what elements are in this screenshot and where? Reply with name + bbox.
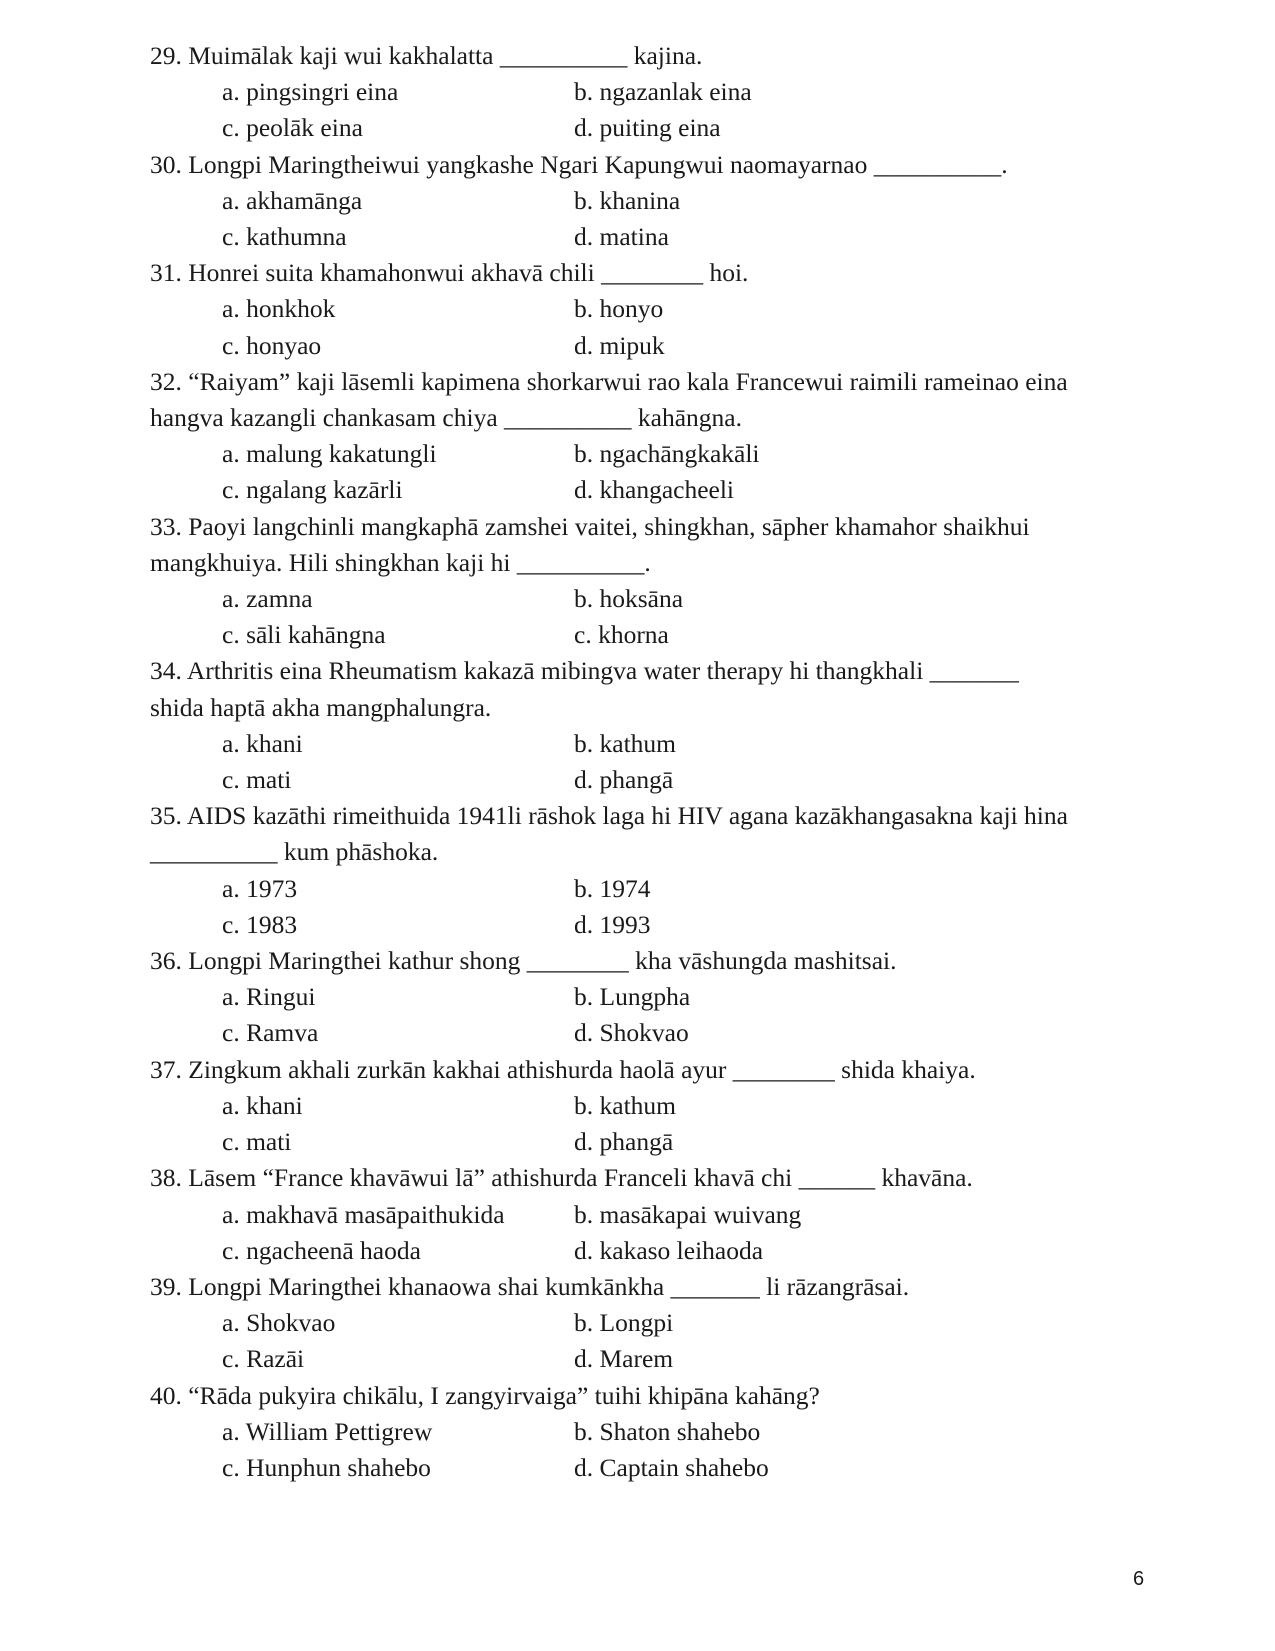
option-a: a. Ringui [222,982,316,1012]
question-text: 39. Longpi Maringthei khanaowa shai kumkānkha _______ li rāzangrāsai. [150,1271,910,1301]
option-a: a. zamna [222,584,313,614]
options-row [150,219,1150,255]
question-31 [150,255,1150,364]
option-a: a. khani [222,728,303,758]
option-c: c. 1983 [222,909,298,939]
option-c: c. Hunphun shahebo [222,1452,431,1482]
options-row [150,291,1150,327]
question-40 [150,1378,1150,1487]
option-d: d. kakaso leihaoda [574,1235,764,1265]
question-text: 29. Muimālak kaji wui kakhalatta __________ kajina. [150,41,703,70]
option-d: d. Shokvao [574,1018,689,1048]
question-text-continued: mangkhuiya. Hili shingkhan kaji hi __________. [150,547,651,577]
option-c: c. mati [222,1127,292,1157]
option-d: d. 1993 [574,909,651,939]
question-32 [150,364,1150,509]
option-a: a. khani [222,1090,303,1120]
options-row [150,110,1150,146]
options-row [150,1015,1150,1051]
options-row [150,726,1150,762]
option-b: b. Shaton shahebo [574,1416,761,1446]
option-a: a. 1973 [222,873,298,903]
option-d: d. Marem [574,1344,674,1374]
option-d: d. Captain shahebo [574,1452,769,1482]
question-text: 37. Zingkum akhali zurkān kakhai athishurda haolā ayur ________ shida khaiya. [150,1054,976,1084]
option-a: a. pingsingri eina [222,77,399,107]
option-c: c. ngalang kazārli [222,475,403,505]
options-row [150,979,1150,1015]
question-30 [150,147,1150,256]
options-row [150,1414,1150,1450]
option-d: d. phangā [574,1127,674,1157]
options-row [150,74,1150,110]
option-c: c. sāli kahāngna [222,620,386,650]
options-row [150,1233,1150,1269]
option-a: a. makhavā masāpaithukida [222,1199,505,1229]
options-row [150,472,1150,508]
option-c: c. Razāi [222,1344,305,1374]
option-c: c. kathumna [222,222,347,252]
option-b: b. khanina [574,185,681,215]
question-35 [150,798,1150,943]
options-row [150,581,1150,617]
question-text: 36. Longpi Maringthei kathur shong ________ kha vāshungda mashitsai. [150,946,897,976]
option-c: c. mati [222,765,292,795]
option-c: c. ngacheenā haoda [222,1235,421,1265]
question-text: 34. Arthritis eina Rheumatism kakazā mibingva water therapy hi thangkhali _______ [150,656,1019,686]
option-d: d. mipuk [574,330,665,360]
option-b: b. Longpi [574,1308,674,1338]
options-row [150,1088,1150,1124]
question-36 [150,943,1150,1052]
options-row [150,871,1150,907]
option-a: a. honkhok [222,294,336,324]
option-d: c. khorna [574,620,669,650]
question-text: 38. Lāsem “France khavāwui lā” athishurda Franceli khavā chi ______ khavāna. [150,1163,973,1193]
question-text-continued: hangva kazangli chankasam chiya __________ kahāngna. [150,403,742,433]
options-row [150,1197,1150,1233]
option-d: d. phangā [574,765,674,795]
question-39 [150,1269,1150,1378]
option-b: b. ngachāngkakāli [574,439,760,469]
options-row [150,617,1150,653]
question-list [150,38,1150,1486]
option-c: c. peolāk eina [222,113,363,143]
options-row [150,1341,1150,1377]
options-row [150,436,1150,472]
option-a: a. William Pettigrew [222,1416,433,1446]
option-a: a. akhamānga [222,185,363,215]
options-row [150,1124,1150,1160]
option-b: b. Lungpha [574,982,691,1012]
question-34 [150,653,1150,798]
option-d: d. khangacheeli [574,475,735,505]
option-b: b. masākapai wuivang [574,1199,802,1229]
question-text: 31. Honrei suita khamahonwui akhavā chili ________ hoi. [150,258,749,288]
question-38 [150,1160,1150,1269]
question-text-continued: __________ kum phāshoka. [150,837,439,867]
question-37 [150,1052,1150,1161]
option-d: d. matina [574,222,669,252]
option-b: b. 1974 [574,873,651,903]
option-c: c. honyao [222,330,322,360]
question-33 [150,509,1150,654]
option-b: b. ngazanlak eina [574,77,752,107]
options-row [150,183,1150,219]
options-row [150,328,1150,364]
options-row [150,907,1150,943]
page-number: 6 [1133,1568,1145,1590]
question-text: 30. Longpi Maringtheiwui yangkashe Ngari Kapungwui naomayarnao __________. [150,149,1008,179]
option-b: b. kathum [574,728,676,758]
option-b: b. hoksāna [574,584,684,614]
option-b: b. honyo [574,294,664,324]
question-text: 40. “Rāda pukyira chikālu, I zangyirvaiga” tuihi khipāna kahāng? [150,1380,820,1410]
option-d: d. puiting eina [574,113,721,143]
question-text-continued: shida haptā akha mangphalungra. [150,692,492,722]
options-row [150,762,1150,798]
options-row [150,1305,1150,1341]
question-text: 33. Paoyi langchinli mangkaphā zamshei vaitei, shingkhan, sāpher khamahor shaikhui [150,511,1030,541]
option-c: c. Ramva [222,1018,319,1048]
option-a: a. Shokvao [222,1308,336,1338]
option-a: a. malung kakatungli [222,439,437,469]
question-text: 35. AIDS kazāthi rimeithuida 1941li rāshok laga hi HIV agana kazākhangasakna kaji hina [150,801,1068,831]
question-29 [150,38,1150,147]
option-b: b. kathum [574,1090,676,1120]
options-row [150,1450,1150,1486]
question-text: 32. “Raiyam” kaji lāsemli kapimena shorkarwui rao kala Francewui raimili rameinao eina [150,366,1068,396]
